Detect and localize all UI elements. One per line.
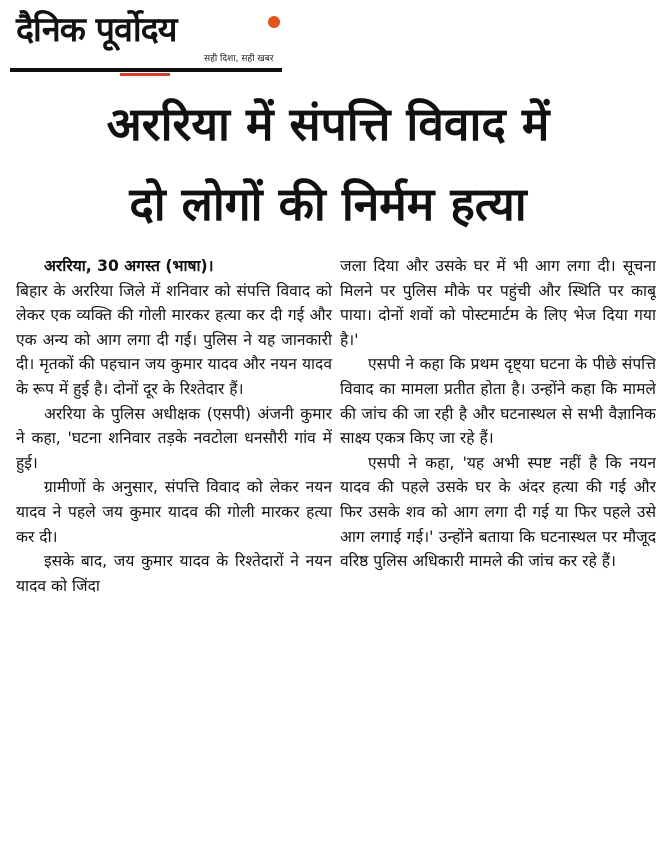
article-paragraph: अररिया के पुलिस अधीक्षक (एसपी) अंजनी कुमार ने कहा, 'घटना शनिवार तड़के नवटोला धनसौरी गांव में हुई। <box>16 404 332 472</box>
masthead-rule <box>10 68 282 72</box>
article-paragraph: एसपी ने कहा, 'यह अभी स्पष्ट नहीं है कि नयन यादव की पहले उसके घर के अंदर हत्या की गई और फिर उसके शव को आग लगा दी गई या फिर पहले उसे आग लगाई गई।' उन्होंने बताया कि घटनास्थल पर मौजूद वरिष्ठ पुलिस अधिकारी मामले की जांच कर रहे हैं। <box>340 453 656 571</box>
headline-line-1: अररिया में संपत्ति विवाद में <box>106 97 550 151</box>
logo-dot-icon <box>268 16 280 28</box>
masthead-red-strip <box>120 73 170 76</box>
article-paragraph: जला दिया और उसके घर में भी आग लगा दी। सूचना मिलने पर पुलिस मौके पर पहुंची और स्थिति पर काबू पाया। दोनों शवों को पोस्टमार्टम के लिए भेज दिया गया है।' <box>340 257 656 349</box>
headline-line-2: दो लोगों की निर्मम हत्या <box>129 177 527 231</box>
article-paragraph <box>16 254 332 279</box>
article-paragraph: एसपी ने कहा कि प्रथम दृष्ट्या घटना के पीछे संपत्ति विवाद का मामला प्रतीत होता है। उन्होंने कहा कि मामले की जांच की जा रही है और घटनास्थल से सभी वैज्ञानिक साक्ष्य एकत्र किए जा रहे हैं। <box>340 355 656 448</box>
masthead <box>10 6 282 72</box>
newspaper-logo: दैनिक पूर्वोदय <box>16 10 177 50</box>
dateline: अररिया, 30 अगस्त (भाषा)। <box>44 257 214 275</box>
article-headline <box>8 84 648 244</box>
article-column-left <box>16 254 332 598</box>
article-paragraph: इसके बाद, जय कुमार यादव के रिश्तेदारों ने नयन यादव को जिंदा <box>16 552 332 595</box>
article-paragraph: ग्रामीणों के अनुसार, संपत्ति विवाद को लेकर नयन यादव ने पहले जय कुमार यादव की गोली मारकर हत्या कर दी। <box>16 478 332 546</box>
article-column-right <box>340 254 656 574</box>
masthead-tagline: सही दिशा, सही खबर <box>204 54 274 64</box>
article-paragraph: बिहार के अररिया जिले में शनिवार को संपत्ति विवाद को लेकर एक व्यक्ति की गोली मारकर हत्या कर दी गई और एक अन्य को आग लगा दी गई। पुलिस ने यह जानकारी दी। मृतकों की पहचान जय कुमार यादव और नयन यादव के रूप में हुई है। दोनों दूर के रिश्तेदार हैं। <box>16 281 332 398</box>
